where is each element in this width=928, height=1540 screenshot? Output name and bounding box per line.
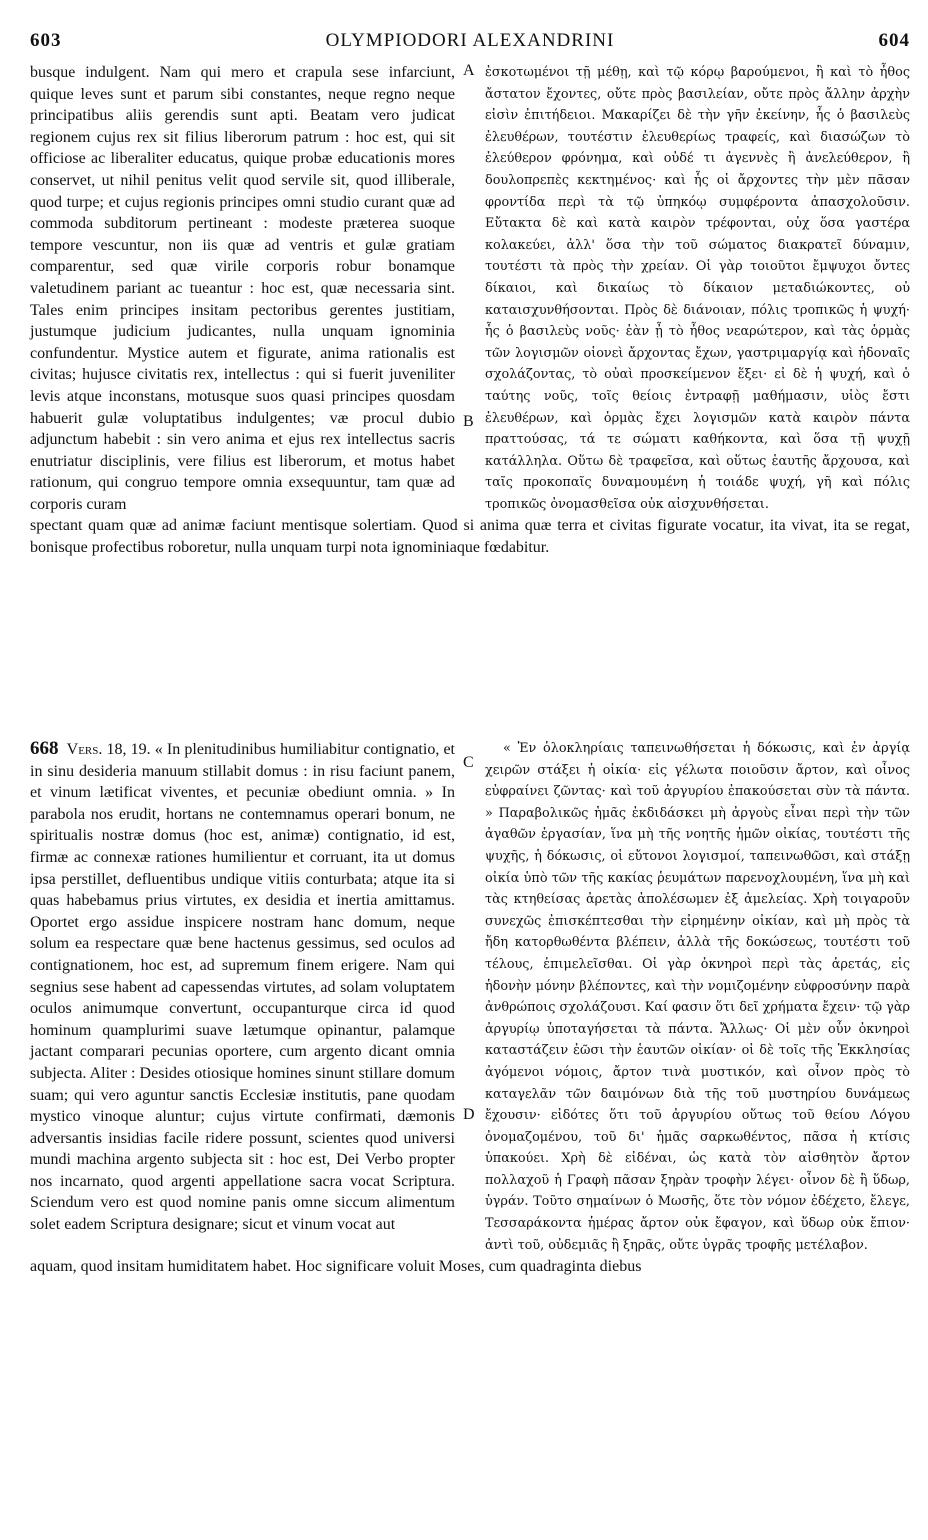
latin-text-2 [30, 738, 455, 1236]
greek-column-2 [485, 738, 910, 1256]
margin-marker-b: B [463, 413, 474, 430]
page-header [30, 30, 910, 56]
latin-column-2 [30, 738, 455, 1256]
left-page-number: 603 [30, 30, 62, 51]
section-1 [30, 62, 910, 559]
latin-column-1 [30, 62, 455, 515]
section-2 [30, 738, 910, 1278]
greek-text-2: « Ἐν ὁλοκληρίαις ταπεινωθήσεται ἡ δόκωσις, καὶ ἐν ἀργίᾳ χειρῶν στάξει ἡ οἰκία· εἰς γέλωτα ποιοῦσιν ἄρτον, καὶ οἶνος εὐφραίνει ζῶντας· καὶ τοῦ ἀργυρίου ἐπακούσεται σὺν τὰ πάντα. » Παραβολικῶς ἡμᾶς ἐκδιδάσκει μὴ ἀργοὺς εἶναι περὶ τὴν τῶν ἀγαθῶν ἐργασίαν, ἵνα μὴ τῆς νοητῆς ἡμῶν οἰκίας, τουτέστι τῆς ψυχῆς, ἡ δόκωσις, οἱ εὔτονοι λογισμοί, ταπεινωθῶσι, καὶ στάξῃ οἰκία ὑπὸ τῶν τῆς κακίας ῥευμάτων παρενοχλουμένη, ἵνα μὴ καὶ τὰς κτηθείσας ἀρετὰς ἀπολέσωμεν ἐξ ἀμελείας. Χρὴ τοιγαροῦν συνεχῶς ἐπισκέπτεσθαι τὴν εἰρημένην οἰκίαν, καὶ μὴ πρὸς τὰ ἤδη κατορθωθέντα βλέπειν, ἀλλὰ τῆς δοκώσεως, τουτέστι τοῦ τέλους, ἐπιμελεῖσθαι. Οἱ γὰρ ὀκνηροὶ περὶ τὰς ἀρετάς, εἰς ἡδονὴν μόνην βλέποντες, καὶ τὴν νομιζομένην εὐφροσύνην παρὰ ἀνθρώποις σχολάζουσι. Καί φασιν ὅτι δεῖ χρήματα ἔχειν· τῷ γὰρ ἀργυρίῳ ὑποταγήσεται τὰ πάντα. Ἄλλως· Οἱ μὲν οὖν ὀκνηροὶ καταστάζειν ἐῶσι τὴν ἑαυτῶν οἰκίαν· οἱ δὲ τοῖς τῆς Ἐκκλησίας ἀγόμενοι νόμοις, ἄρτον τινὰ μυστικόν, καὶ οἶνον πρὸς τὸ καταγελᾶν τῶν δαιμόνων διὰ τῆς τοῦ μυστηρίου δυνάμεως ἔχουσιν· εἰδότες ὅτι τοῦ ἀργυρίου οὕτως τοῦ θείου Λόγου ὀνομαζομένου, τοῦ δι' ἡμᾶς σαρκωθέντος, πᾶσα ἡ κτίσις ὑπακούει. Χρὴ δὲ εἰδέναι, ὡς κατὰ τὸν αἰσθητὸν ἄρτον πολλαχοῦ ἡ Γραφὴ πᾶσαν ξηρὰν τροφὴν λέγει· οἶνον δὲ ἢ ὕδωρ, ὑγράν. Τοῦτο σημαίνων ὁ Μωσῆς, ὅτε τὸν νόμον ἐδέχετο, ἔλεγε, Τεσσαράκοντα ἡμέρας ἄρτον οὐκ ἔφαγον, καὶ ὕδωρ οὐκ ἔπιον· ἀντὶ τοῦ, οὐδεμιᾶς ἢ ξηρᾶς, οὔτε ὑγρᾶς τροφῆς μετέλαβον. [485, 741, 910, 1253]
latin-body-2: 18, 19. « In plenitudinibus humiliabitur contignatio, et in sinu desideria manuum stillabit domus : in risu faciunt panem, et vinum lætificat viventes, et pecuniæ obediunt omnia. » In parabola nos erudit, hortans ne contemnamus operari bonum, ne spiritualis nostræ domus (hoc est, animæ) contignatio, id est, firmæ ac connexæ rationes humilientur et corruant, ita ut domus ipsa perstillet, defluentibus undique vitiis conturbata; atque ita si quas habebamus prius virtutes, ex desidia et inertia amittamus. Oportet ergo assidue inspicere nostram hanc domum, neque solum ea respectare quæ bene hactenus gessimus, sed oculos ad contignationem, hoc est, ad supremum finem erigere. Nam qui segnius sese habent ad capessendas virtutes, ad solam voluptatem oculos animumque convertunt, occupanturque circa id quod hominum quamplurimi suave lætumque opinantur, palamque jactant comparari pecunias oportere, cum argento dicant omnia subjecta. Aliter : Desides otiosique homines sinunt stillare domum suam; qui vero aguntur sanctis Ecclesiæ institutis, pane quodam mystico vinoque aluntur; cujus virtute confirmati, dæmonis adversantis insidias facile ridere possunt, scientes quod universi mundi machina argento subjecta sit : hoc est, Dei Verbo propter nos incarnato, quod argenti appellatione sacra vocat Scriptura. Sciendum vero est quod nomine panis omne siccum alimentum solet eadem Scriptura designare; sicut et vinum vocat aut [30, 741, 456, 1234]
latin-text-1: busque indulgent. Nam qui mero et crapula sese infarciunt, quique leves sunt et parum sibi constantes, neque regno neque principatibus aliis gerendis sunt apti. Beatam vero judicat regionem cujus rex sit filius liberorum patrum : hoc est, qui sit officiose ac liberaliter educatus, quique probæ educationis mores conservet, ut nihil penitus velit quod servile sit, quod illiberale, quod turpe; et cujus regionis principes omni studio curant quæ ad commoda subditorum pertineant : modeste præterea suoque tempore vescuntur, non iis quæ ad ventris et gulæ gratiam comparentur, sed quæ virile corporis robur bonamque valetudinem pariant ac tueantur : hoc est, quæ necessaria sint. Tales enim principes insitam pectoribus gerentes justitiam, justumque judicium judicantes, nulla unquam ignominia confundentur. Mystice autem et figurate, anima rationalis est civitas; hujusce civitatis rex, intellectus : qui si fuerit juveniliter levis atque inconstans, motusque suos quasi principes quosdam habuerit gulæ voluptatibus indulgentes; væ procul dubio adjunctum habebit : sin vero anima et ejus rex intellectus sacris enutriatur disciplinis, vere filius est liberorum, et motus habet rationum, qui congruo tempore omnia exsequuntur, tam quæ ad corporis curam [30, 64, 455, 513]
verse-label: Vers. [66, 741, 103, 758]
spanning-text-1: spectant quam quæ ad animæ faciunt mentisque solertiam. Quod si anima quæ terra et civitas figurate vocatur, ita vivat, ita se regat, bonisque profectibus roboretur, nulla unquam turpi nota ignominiaque fœdabitur. [30, 517, 910, 557]
spanning-text-2: aquam, quod insitam humiditatem habet. Hoc significare voluit Moses, cum quadraginta diebus [30, 1258, 642, 1276]
greek-text-1: ἐσκοτωμένοι τῇ μέθῃ, καὶ τῷ κόρῳ βαρούμενοι, ἢ καὶ τὸ ἦθος ἄστατον ἔχοντες, οὔτε πρὸς βασιλείαν, οὔτε πρὸς ἄλλην ἀρχὴν εἰσὶν ἐπιτήδειοι. Μακαρίζει δὲ τὴν γῆν ἐκείνην, ἧς ὁ βασιλεὺς ἐλευθέρων, τουτέστιν ἐλευθερίως τραφείς, καὶ διασώζων τὸ ἐλεύθερον φρόνημα, καὶ οὐδέ τι ἀγεννὲς ἢ ἀνελεύθερον, ἢ δουλοπρεπὲς κεκτημένος· καὶ ἧς οἱ ἄρχοντες τὴν μὲν πᾶσαν φροντίδα περὶ τὰ τῷ ὑπηκόῳ συμφέροντα ἀπασχολοῦσιν. Εὔτακτα δὲ καὶ κατὰ καιρὸν τρέφονται, οὐχ ὅσα γαστέρα κολακεύει, ἀλλ' ὅσα τὴν τοῦ σώματος διακρατεῖ δύναμιν, τουτέστι τὰ πρὸς τὴν χρείαν. Οἱ γὰρ τοιοῦτοι ἔμψυχοι ὄντες δίκαιοι, καὶ δικαίως τὸ δίκαιον μεταδιώκοντες, οὐ καταισχυνθήσονται. Πρὸς δὲ διάνοιαν, πόλις τροπικῶς ἡ ψυχή· ἧς ὁ βασιλεὺς νοῦς· ἐὰν ᾖ τὸ ἦθος νεαρώτερον, καὶ τὰς ὁρμὰς τῶν λογισμῶν οἱονεὶ ἄρχοντας ἔχων, γαστριμαργίᾳ καὶ ἡδοναῖς σχολάζοντας, τὸ οὐαὶ προσκείμενον ἕξει· εἰ δὲ ἡ ψυχή, καὶ ὁ ταύτης νοῦς, τοῖς θείοις ἐντραφῇ μαθήμασιν, υἱὸς ἔστι ἐλευθέρων, καὶ ὁρμὰς ἔχει λογισμῶν κατὰ καιρὸν πάντα πραττούσας, τά τε σώματι καθήκοντα, καὶ ὅσα τῇ ψυχῇ κατάλληλα. Οὕτω δὲ τραφεῖσα, καὶ οὕτως ἑαυτῆς ἄρχουσα, καὶ ταῖς προκοπαῖς δυναμουμένη ἡ τοιάδε ψυχή, γῆ καὶ πόλις τροπικῶς ὀνομασθεῖσα οὐκ αἰσχυνθήσεται. [485, 65, 910, 512]
margin-marker-d: D [463, 1106, 475, 1123]
margin-marker-c: C [463, 754, 474, 771]
greek-column-1 [485, 62, 910, 515]
column-number: 668 [30, 738, 59, 759]
running-title: OLYMPIODORI ALEXANDRINI [325, 30, 615, 51]
margin-marker-a: A [463, 62, 475, 79]
right-page-number: 604 [878, 30, 910, 51]
